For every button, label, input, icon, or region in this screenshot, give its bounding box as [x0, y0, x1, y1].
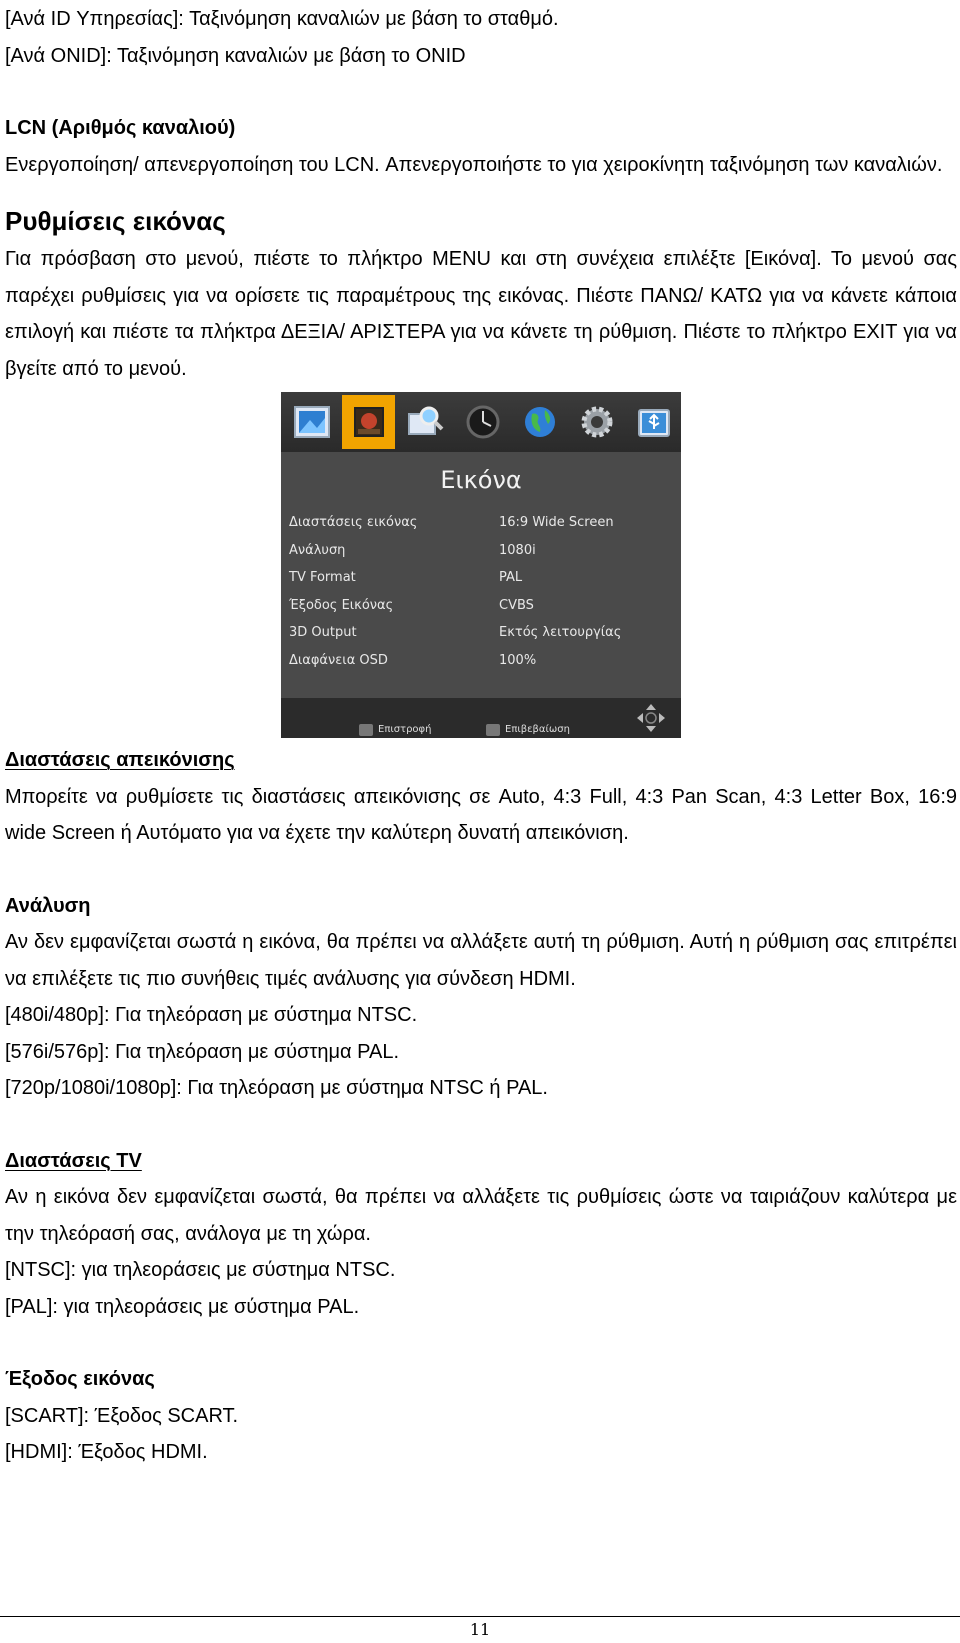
setting-value: CVBS	[499, 597, 534, 613]
tv-setting-row	[289, 592, 677, 620]
section-heading-text: Διαστάσεις TV	[5, 1149, 142, 1172]
section-heading: LCN (Αριθμός καναλιού)	[5, 117, 236, 139]
paragraph: Για πρόσβαση στο μενού, πιέστε το πλήκτρο MENU και στη συνέχεια επιλέξτε [Εικόνα]. Το μενού σας παρέχει ρυθμίσεις για να ορίσετε τις παραμέτρους της εικόνας. Πιέστε ΠΑΝΩ/ ΚΑΤΩ για να κάνετε κάποια επιλογή και πιέστε τα πλήκτρα ΔΕΞΙΑ/ ΑΡΙΣΤΕΡΑ για να κάνετε τη ρύθμιση. Πιέστε το πλήκτρο EXIT για να βγείτε από το μενού.	[5, 248, 957, 380]
usb-icon	[628, 395, 681, 449]
setting-value: PAL	[499, 570, 523, 585]
tv-setting-row	[289, 509, 677, 537]
section-heading: Έξοδος εικόνας	[5, 1368, 155, 1390]
setting-label: Διαφάνεια OSD	[289, 652, 388, 668]
paragraph: Αν η εικόνα δεν εμφανίζεται σωστά, θα πρέπει να αλλάξετε τις ρυθμίσεις ώστε να ταιριάζουν καλύτερα με την τηλεόρασή σας, ανάλογα με τη χώρα.	[5, 1186, 957, 1245]
setting-value: 1080i	[499, 542, 536, 558]
setting-label: TV Format	[289, 570, 356, 585]
ok-key-icon	[486, 724, 500, 736]
setting-label: 3D Output	[289, 625, 357, 640]
back-hint-label: Επιστροφή	[378, 724, 432, 735]
search-icon	[399, 395, 452, 449]
gear-icon	[571, 395, 624, 449]
section-heading	[5, 742, 957, 779]
main-heading: Ρυθμίσεις εικόνας	[5, 206, 226, 236]
document-page	[5, 1, 957, 1471]
page-number: 11	[469, 1620, 491, 1639]
text-line: [Ανά ID Υπηρεσίας]: Ταξινόμηση καναλιών με βάση το σταθμό.	[5, 8, 559, 30]
setting-label: Διαστάσεις εικόνας	[289, 515, 418, 530]
tv-menu-footer	[281, 698, 681, 738]
back-hint	[359, 712, 431, 738]
setting-value: 100%	[499, 652, 537, 668]
text-line: [NTSC]: για τηλεοράσεις με σύστημα NTSC.	[5, 1259, 396, 1281]
text-line: [Ανά ONID]: Ταξινόμηση καναλιών με βάση το ONID	[5, 44, 466, 67]
section-heading	[5, 1143, 957, 1180]
clock-icon	[456, 395, 509, 449]
setting-value: Εκτός λειτουργίας	[499, 625, 622, 640]
tv-setting-row	[289, 619, 677, 647]
text-line: [480i/480p]: Για τηλεόραση με σύστημα NTSC.	[5, 1004, 418, 1026]
section-heading: Ανάλυση	[5, 894, 91, 917]
picture-frame-icon	[285, 395, 338, 449]
setting-label: Έξοδος Εικόνας	[289, 597, 394, 613]
footer-divider	[0, 1616, 960, 1617]
tv-icon-bar	[281, 392, 681, 452]
paragraph: Μπορείτε να ρυθμίσετε τις διαστάσεις απεικόνισης σε Auto, 4:3 Full, 4:3 Pan Scan, 4:3 Letter Box, 16:9 wide Screen ή Αυτόματο για να έχετε την καλύτερη δυνατή απεικόνιση.	[5, 785, 957, 844]
tv-setting-row	[289, 564, 677, 592]
confirm-hint-label: Επιβεβαίωση	[505, 724, 570, 735]
section-heading-text: Διαστάσεις απεικόνισης	[5, 749, 235, 771]
text-line: [576i/576p]: Για τηλεόραση με σύστημα PAL.	[5, 1040, 399, 1063]
text-line: [720p/1080i/1080p]: Για τηλεόραση με σύστημα NTSC ή PAL.	[5, 1077, 548, 1099]
confirm-hint	[486, 712, 570, 738]
tv-menu-title: Εικόνα	[440, 466, 522, 494]
text-line: [HDMI]: Έξοδος HDMI.	[5, 1441, 208, 1463]
tv-setting-row	[289, 537, 677, 565]
photo-icon	[342, 395, 395, 449]
tv-settings-list	[289, 509, 677, 674]
text-line: [SCART]: Έξοδος SCART.	[5, 1404, 239, 1427]
paragraph: Ενεργοποίηση/ απενεργοποίηση του LCN. Απενεργοποιήστε το για χειροκίνητη ταξινόμηση των καναλιών.	[5, 153, 943, 176]
tv-setting-row	[289, 647, 677, 675]
navigation-arrows-icon	[635, 702, 667, 734]
exit-key-icon	[359, 724, 373, 736]
spacer	[5, 852, 957, 888]
tv-menu-screenshot	[281, 392, 681, 738]
paragraph: Αν δεν εμφανίζεται σωστά η εικόνα, θα πρέπει να αλλάξετε αυτή τη ρύθμιση. Αυτή η ρύθμιση σας επιτρέπει να επιλέξετε τις πιο συνήθεις τιμές ανάλυσης για σύνδεση HDMI.	[5, 931, 957, 990]
text-line: [PAL]: για τηλεοράσεις με σύστημα PAL.	[5, 1295, 360, 1318]
tv-menu	[281, 392, 681, 738]
setting-label: Ανάλυση	[289, 542, 346, 558]
spacer	[5, 74, 957, 110]
spacer	[5, 1107, 957, 1143]
globe-icon	[514, 395, 567, 449]
setting-value: 16:9 Wide Screen	[499, 515, 614, 530]
spacer	[5, 1325, 957, 1361]
